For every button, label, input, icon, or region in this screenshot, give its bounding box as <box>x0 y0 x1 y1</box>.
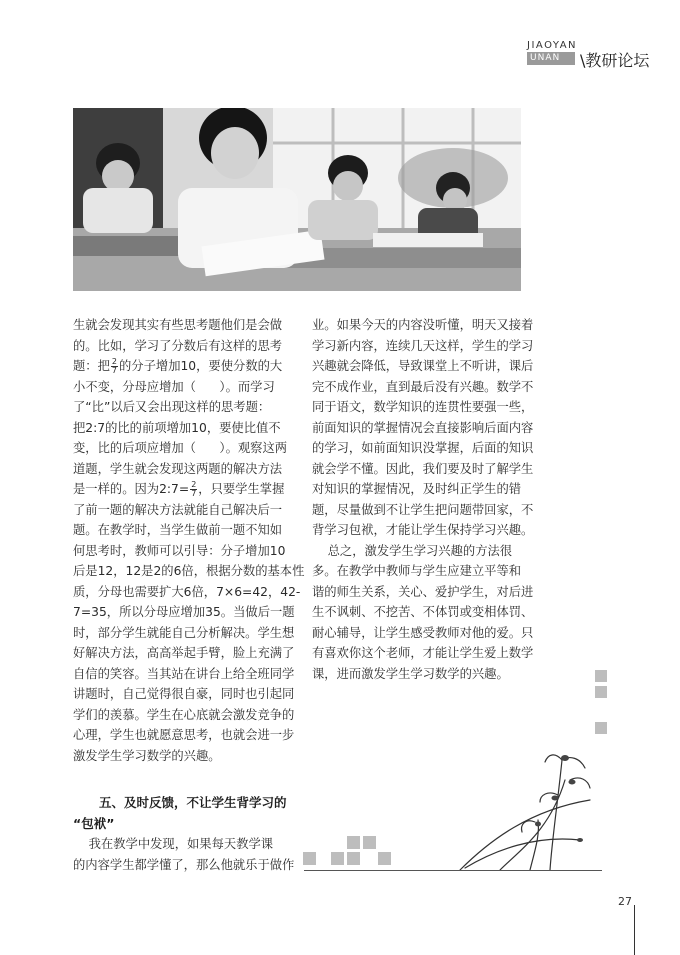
text-line: 题，尽量做到不让学生把问题带回家，不 <box>312 502 534 517</box>
text-line: 课，进而激发学生学习数学的兴趣。 <box>312 666 509 681</box>
text-fragment: ，只要学生掌握 <box>198 482 285 496</box>
header-bar-text: UNAN <box>530 53 561 63</box>
text-line: 学们的羡慕。学生在心底就会激发竞争的 <box>73 707 295 722</box>
text-fragment: 是一样的。因为2:7= <box>73 482 190 496</box>
decorative-square <box>363 836 376 849</box>
text-line: 生就会发现其实有些思考题他们是会做 <box>73 318 283 332</box>
text-fragment: 题：把 <box>73 359 110 373</box>
text-line: 学习新内容，连续几天这样，学生的学习 <box>312 338 534 353</box>
decorative-square <box>303 852 316 865</box>
decorative-square <box>347 836 360 849</box>
header-bar <box>527 52 575 65</box>
text-fragment: 的分子增加10，要使分数的大 <box>119 359 283 373</box>
text-line: 的。比如，学习了分数后有这样的思考 <box>73 338 283 353</box>
orchid-illustration <box>440 740 600 875</box>
fraction <box>190 481 197 498</box>
fraction-denominator: 7 <box>191 489 197 498</box>
text-line: 小不变，分母应增加（ ）。而学习 <box>73 379 275 394</box>
fraction-numerator: 2 <box>111 357 117 366</box>
text-line: 有喜欢你这个老师，才能让学生爱上数学 <box>312 646 534 660</box>
header-chinese-title: \教研论坛 <box>580 51 650 70</box>
text-line: 激发学生学习数学的兴趣。 <box>73 748 221 763</box>
fraction-numerator: 2 <box>191 480 197 489</box>
text-line: 的内容学生都学懂了，那么他就乐于做作 <box>73 857 295 872</box>
text-line: 讲题时，自己觉得很自豪，同时也引起同 <box>73 687 295 701</box>
text-line: 前面知识的掌握情况会直接影响后面内容 <box>312 420 534 435</box>
classroom-photo-illustration <box>73 108 521 291</box>
text-line: 就会学不懂。因此，我们要及时了解学生 <box>312 461 534 476</box>
bottom-rule <box>304 870 602 871</box>
section-heading-continued: “包袱” <box>73 816 115 831</box>
text-line: 多。在教学中教师与学生应建立平等和 <box>312 564 522 578</box>
decorative-square <box>595 670 607 682</box>
text-line: 后是12，12是2的6倍，根据分数的基本性 <box>73 564 305 578</box>
text-line: 我在教学中发现，如果每天教学课 <box>73 837 274 851</box>
text-line: 7=35，所以分母应增加35。当做后一题 <box>73 605 295 619</box>
decorative-square <box>595 722 607 734</box>
text-line: 了“比”以后又会出现这样的思考题： <box>73 400 271 414</box>
text-line: 总之，激发学生学习兴趣的方法很 <box>312 543 513 558</box>
fraction-denominator: 7 <box>111 366 117 375</box>
text-line: 兴趣就会降低，导致课堂上不听讲，课后 <box>312 359 534 373</box>
fraction <box>111 358 118 375</box>
text-line: 时，部分学生就能自己分析解决。学生想 <box>73 625 295 640</box>
decorative-square <box>331 852 344 865</box>
text-line: 把2:7的比的前项增加10，要使比值不 <box>73 420 281 435</box>
text-line: 完不成作业，直到最后没有兴趣。数学不 <box>312 379 534 394</box>
text-line: 的学习，如前面知识没掌握，后面的知识 <box>312 441 534 455</box>
text-line: 何思考时，教师可以引导：分子增加10 <box>73 543 286 558</box>
right-column <box>312 315 534 684</box>
text-line: 道题，学生就会发现这两题的解决方法 <box>73 461 283 476</box>
text-line: 自信的笑容。当其站在讲台上给全班同学 <box>73 666 295 681</box>
page-number: 27 <box>618 895 632 908</box>
decorative-square <box>347 852 360 865</box>
text-line <box>73 356 289 377</box>
text-line: 背学习包袱，才能让学生保持学习兴趣。 <box>312 523 534 537</box>
text-line: 耐心辅导，让学生感受教师对他的爱。只 <box>312 625 534 640</box>
text-line <box>73 479 289 500</box>
text-line: 变，比的后项应增加（ ）。观察这两 <box>73 441 288 455</box>
header-english-title: JIAOYAN <box>527 40 578 51</box>
text-line: 生不讽刺、不挖苦、不体罚或变相体罚、 <box>312 605 534 619</box>
text-line: 心理，学生也就愿意思考，也就会进一步 <box>73 728 295 742</box>
text-line: 谐的师生关系，关心、爱护学生，对后进 <box>312 584 534 599</box>
text-line: 质，分母也需要扩大6倍，7×6=42，42- <box>73 584 301 599</box>
text-line: 了前一题的解决方法就能自己解决后一 <box>73 502 283 517</box>
text-line: 对知识的掌握情况，及时纠正学生的错 <box>312 482 522 496</box>
text-line: 题。在教学时，当学生做前一题不知如 <box>73 523 283 537</box>
section-heading: 五、及时反馈，不让学生背学习的 <box>99 795 287 810</box>
left-column <box>73 315 305 875</box>
text-line: 业。如果今天的内容没听懂，明天又接着 <box>312 318 534 332</box>
decorative-square <box>595 686 607 698</box>
text-line: 同于语文，数学知识的连贯性要强一些， <box>312 400 534 414</box>
page-number-rule <box>634 905 635 955</box>
decorative-square <box>378 852 391 865</box>
classroom-photo <box>73 108 521 291</box>
text-line: 好解决方法，高高举起手臂，脸上充满了 <box>73 646 295 660</box>
